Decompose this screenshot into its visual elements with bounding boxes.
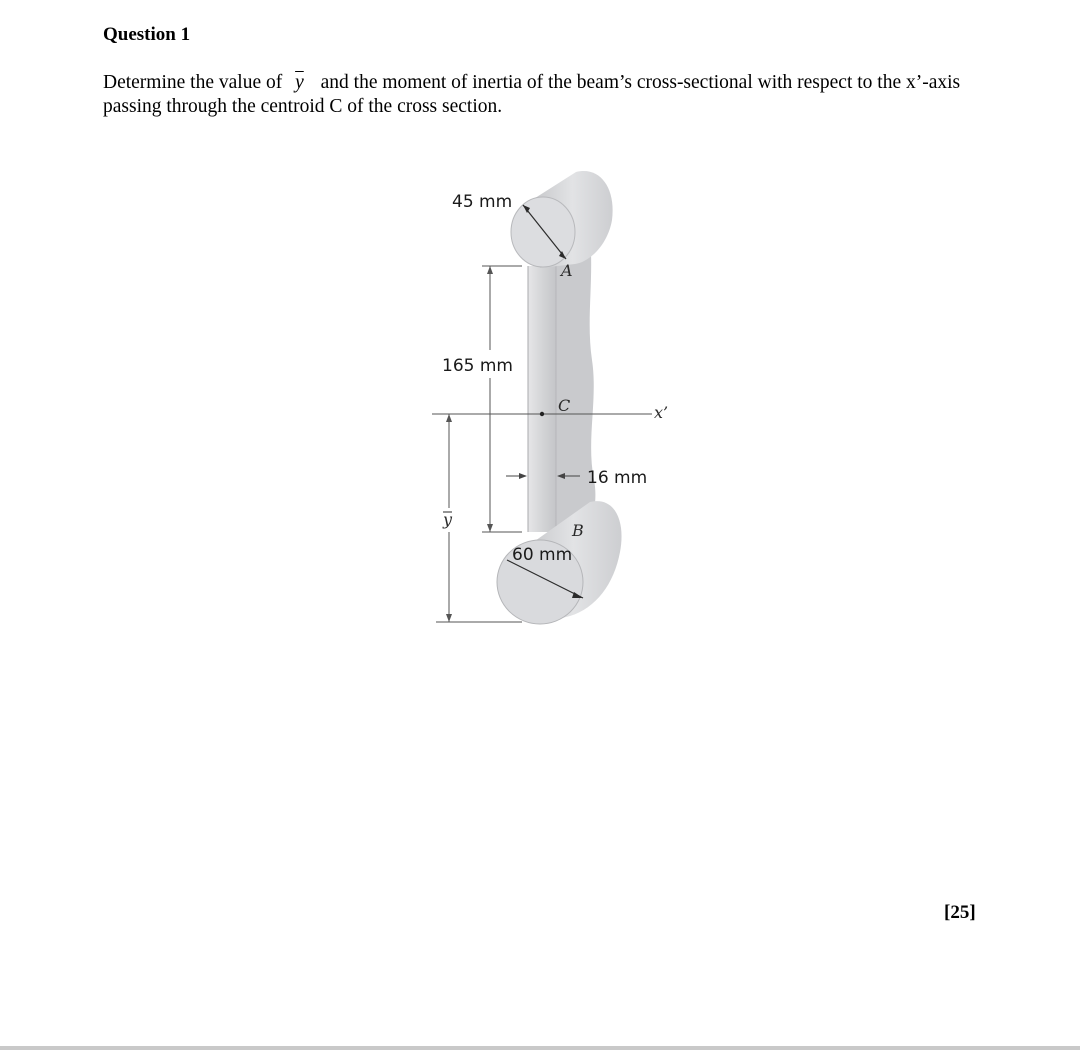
question-text-end: and the moment of inertia of the beam’s cross-sectional with respect to the x’-axis passing through the centroid C of the cross section. xyxy=(103,72,961,117)
top-cylinder-face xyxy=(511,197,575,267)
page-bottom-border xyxy=(0,1046,1080,1050)
web-height-label: 165 mm xyxy=(442,356,513,376)
centroid-point xyxy=(540,412,544,416)
question-marks: [25] xyxy=(944,902,976,923)
x-prime-axis-label: x’ xyxy=(654,403,669,422)
y-bar-symbol: $\overline{y}$ xyxy=(295,72,304,93)
beam-cross-section-figure xyxy=(425,165,695,635)
point-b-label: B xyxy=(572,521,584,540)
top-diameter-label: 45 mm xyxy=(452,192,513,212)
point-a-label: A xyxy=(561,261,573,280)
point-c-label: C xyxy=(558,396,571,415)
question-text xyxy=(103,71,993,119)
question-title: Question 1 xyxy=(103,24,191,45)
beam-diagram xyxy=(425,165,695,635)
y-bar-dim-label: y xyxy=(443,510,453,529)
web-front-face xyxy=(528,266,556,532)
bottom-diameter-label: 60 mm xyxy=(512,545,573,565)
question-text-start: Determine the value of xyxy=(103,72,283,93)
web-thickness-label: 16 mm xyxy=(587,468,648,488)
